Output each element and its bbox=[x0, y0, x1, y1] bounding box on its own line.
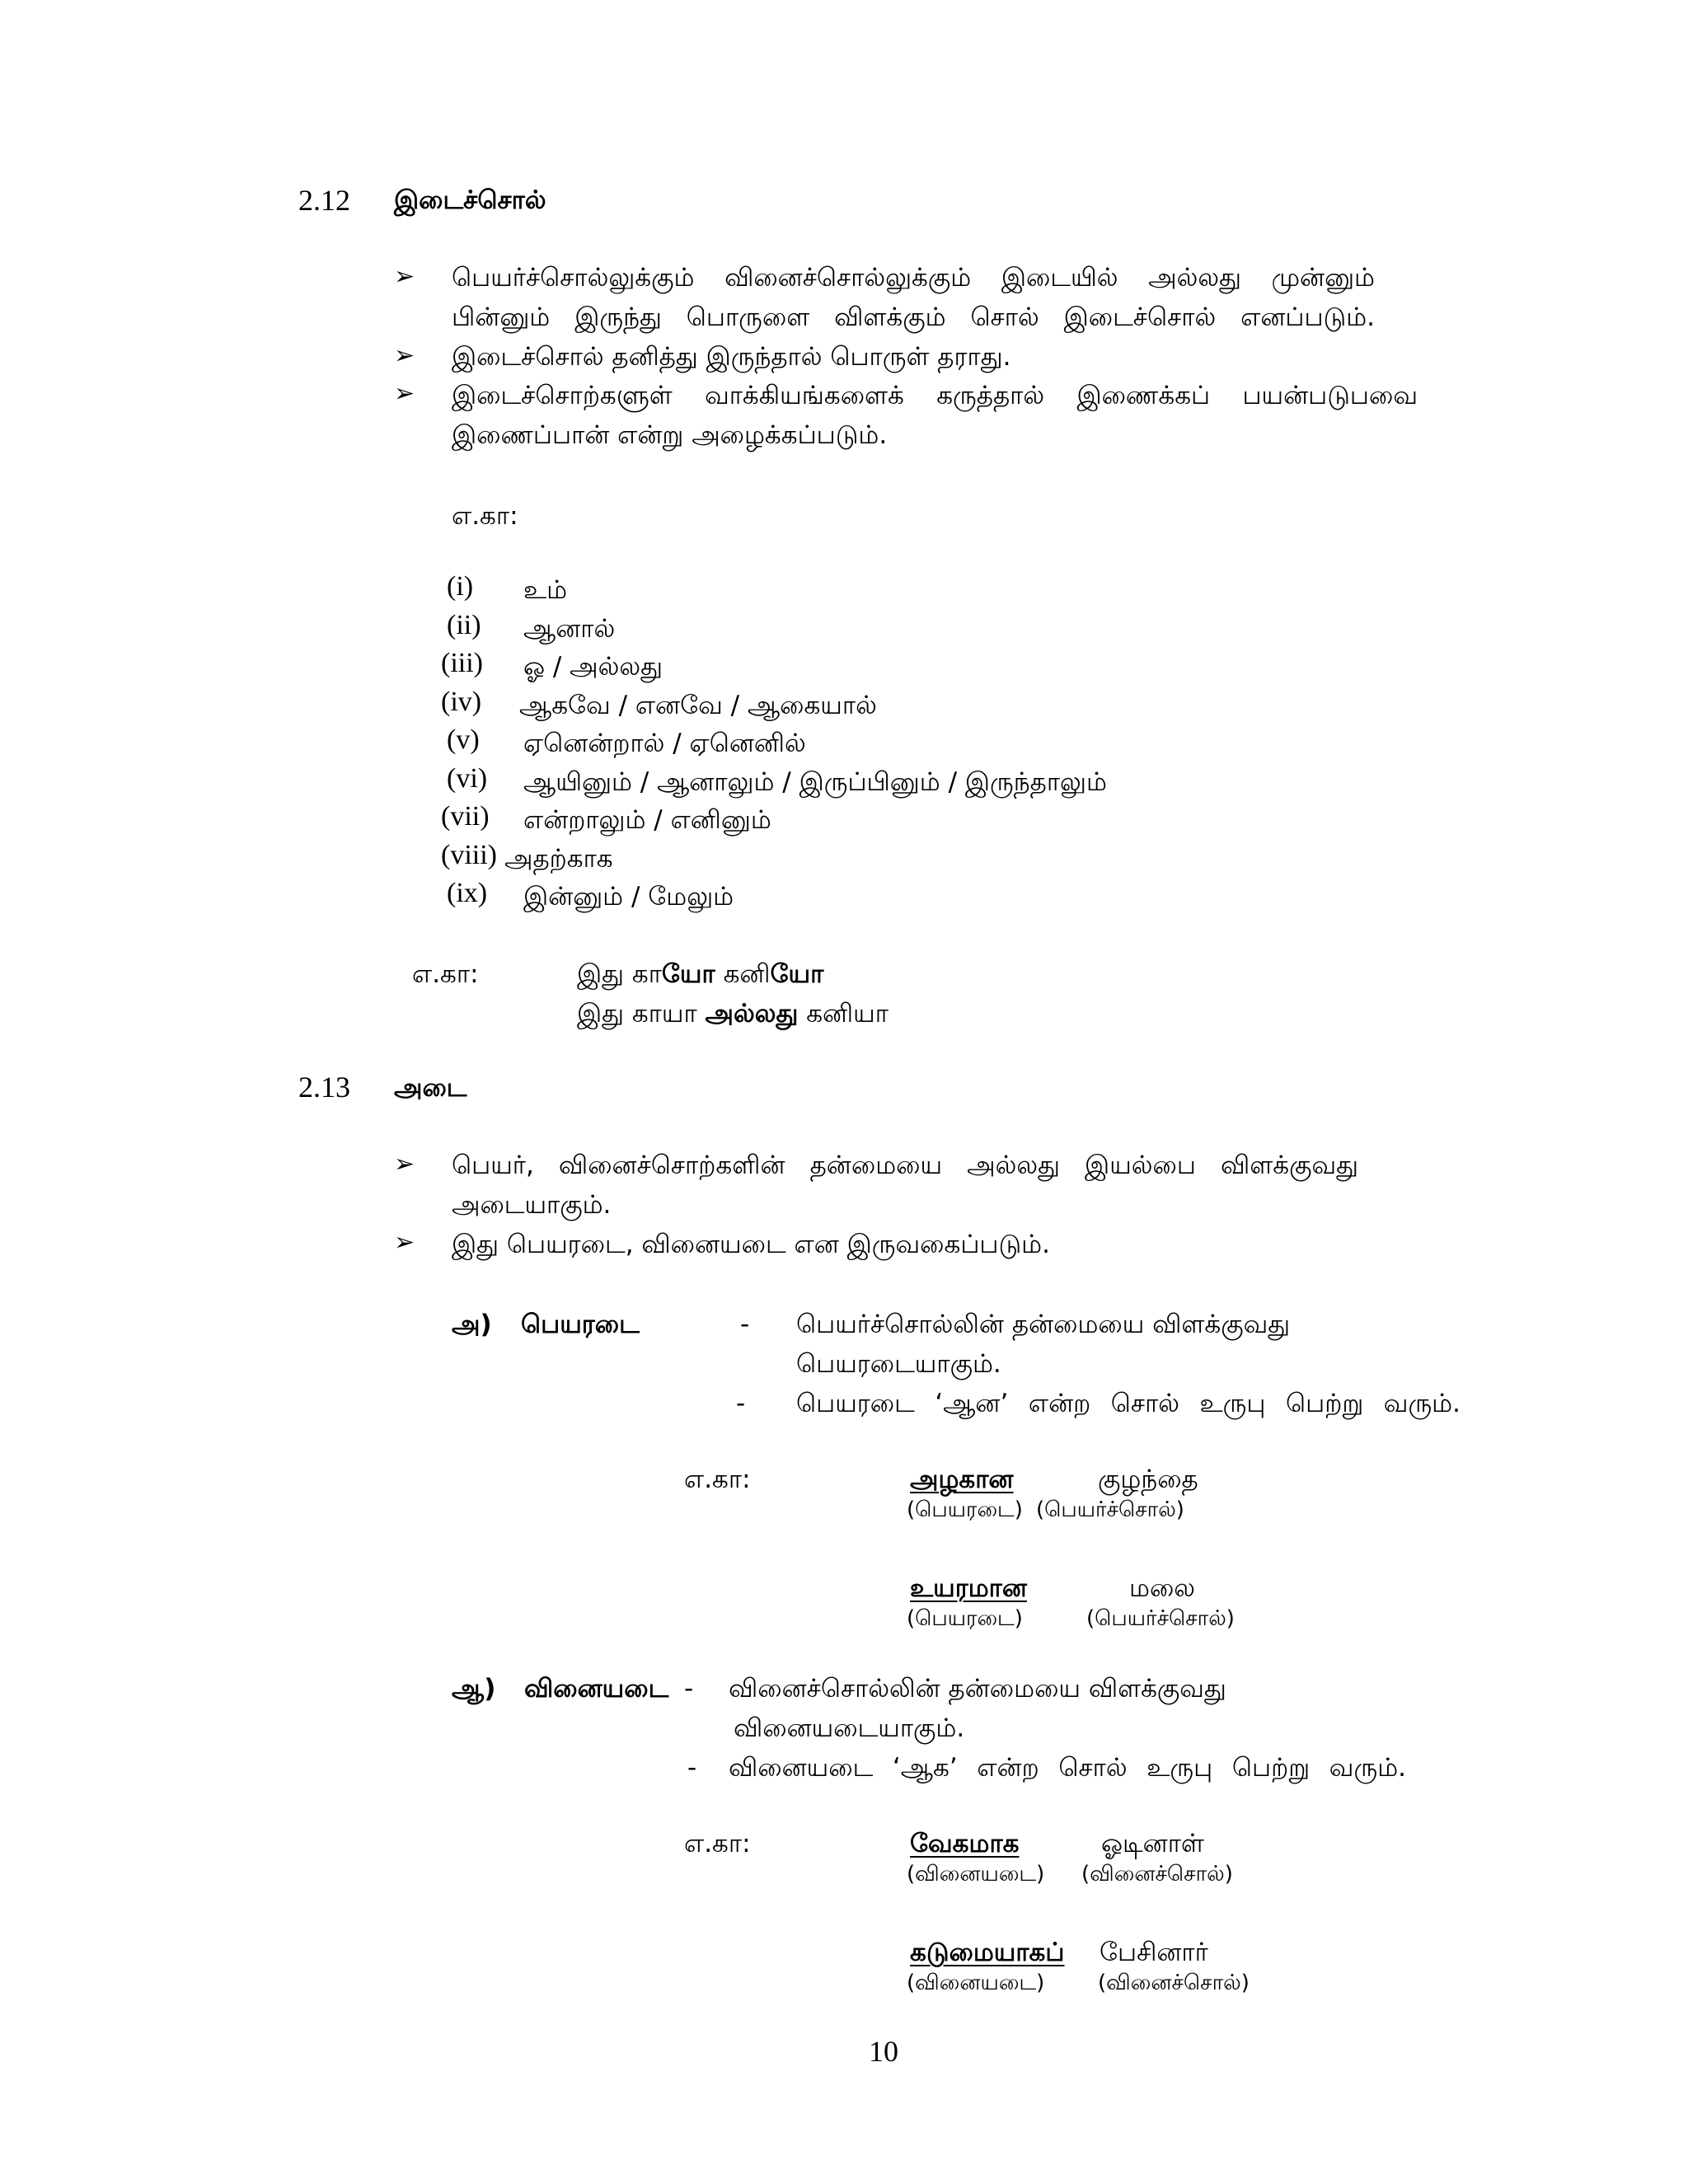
noun-word: குழந்தை bbox=[1098, 1465, 1198, 1494]
word-tag: (வினைச்சொல்) bbox=[1081, 1862, 1233, 1886]
list-item: ஆகவே / எனவே / ஆகையால் bbox=[519, 691, 877, 720]
list-number: (iv) bbox=[441, 687, 482, 717]
list-number: (ix) bbox=[447, 878, 488, 908]
example-label: எ.கா: bbox=[412, 959, 479, 989]
word-tag: (பெயரடை) bbox=[907, 1497, 1023, 1522]
example-sentence: இது காயோ கனியோ bbox=[577, 959, 824, 989]
example-sentence: இது காயா அல்லது கனியா bbox=[577, 999, 889, 1029]
word-tag: (வினையடை) bbox=[907, 1862, 1045, 1886]
verb-word: பேசினார் bbox=[1100, 1938, 1208, 1967]
list-item: அதற்காக bbox=[504, 844, 613, 874]
subsection-term: பெயரடை bbox=[521, 1310, 640, 1339]
list-item: இன்னும் / மேலும் bbox=[523, 882, 734, 912]
example-label: எ.கா: bbox=[684, 1829, 751, 1858]
list-number: (iii) bbox=[441, 648, 483, 678]
list-number: (vii) bbox=[441, 801, 490, 832]
bullet-arrow-icon: ➢ bbox=[394, 379, 415, 408]
bullet-text-line: இணைப்பான் என்று அழைக்கப்படும். bbox=[452, 420, 888, 450]
subsection-marker: ஆ) bbox=[452, 1674, 496, 1704]
verb-word: ஓடினாள் bbox=[1101, 1829, 1204, 1858]
bullet-text-line: பெயர், வினைச்சொற்களின் தன்மையை அல்லது இயல்பை விளக்குவது bbox=[452, 1151, 1358, 1180]
definition-line: வினையடை ‘ஆக’ என்ற சொல் உருபு பெற்று வரும். bbox=[729, 1753, 1406, 1783]
list-number: (vi) bbox=[447, 763, 488, 794]
list-item: ஆயினும் / ஆனாலும் / இருப்பினும் / இருந்தாலும் bbox=[523, 767, 1107, 797]
bullet-text-line: இடைச்சொற்களுள் வாக்கியங்களைக் கருத்தால் இணைக்கப் பயன்படுபவை bbox=[452, 381, 1418, 410]
word-tag: (வினைச்சொல்) bbox=[1098, 1971, 1250, 1995]
adverb-word: கடுமையாகப் bbox=[910, 1938, 1065, 1967]
example-label: எ.கா: bbox=[452, 501, 518, 531]
list-number: (viii) bbox=[441, 840, 497, 870]
dash: - bbox=[736, 1389, 746, 1418]
bullet-text-line: இடைச்சொல் தனித்து இருந்தால் பொருள் தராது. bbox=[452, 342, 1011, 372]
list-number: (i) bbox=[447, 571, 474, 602]
bullet-arrow-icon: ➢ bbox=[394, 1228, 415, 1257]
bullet-text-line: அடையாகும். bbox=[452, 1190, 612, 1220]
section-title: அடை bbox=[394, 1073, 467, 1103]
page-number: 10 bbox=[869, 2035, 898, 2068]
definition-line: வினையடையாகும். bbox=[734, 1713, 965, 1743]
definition-line: பெயரடையாகும். bbox=[796, 1349, 1001, 1379]
dash: - bbox=[684, 1674, 694, 1704]
word-tag: (பெயர்ச்சொல்) bbox=[1086, 1606, 1235, 1631]
adjective-word: அழகான bbox=[910, 1465, 1014, 1494]
list-item: உம் bbox=[523, 575, 568, 605]
adjective-word: உயரமான bbox=[910, 1573, 1027, 1603]
word-tag: (வினையடை) bbox=[907, 1971, 1045, 1995]
list-item: ஏனென்றால் / ஏனெனில் bbox=[523, 729, 806, 758]
bullet-arrow-icon: ➢ bbox=[394, 1150, 415, 1179]
definition-line: பெயர்ச்சொல்லின் தன்மையை விளக்குவது bbox=[796, 1310, 1291, 1339]
list-item: ஓ / அல்லது bbox=[523, 652, 663, 682]
bullet-text-line: பின்னும் இருந்து பொருளை விளக்கும் சொல் இடைச்சொல் எனப்படும். bbox=[452, 302, 1375, 332]
section-number: 2.13 bbox=[298, 1071, 350, 1104]
dash: - bbox=[740, 1310, 750, 1339]
list-number: (ii) bbox=[447, 610, 481, 640]
word-tag: (பெயர்ச்சொல்) bbox=[1036, 1497, 1184, 1522]
noun-word: மலை bbox=[1129, 1573, 1196, 1603]
section-number: 2.12 bbox=[298, 184, 350, 217]
word-tag: (பெயரடை) bbox=[907, 1606, 1023, 1631]
definition-line: வினைச்சொல்லின் தன்மையை விளக்குவது bbox=[729, 1674, 1226, 1704]
subsection-term: வினையடை bbox=[524, 1674, 669, 1704]
section-title: இடைச்சொல் bbox=[394, 185, 546, 215]
example-label: எ.கா: bbox=[684, 1465, 751, 1494]
definition-line: பெயரடை ‘ஆன’ என்ற சொல் உருபு பெற்று வரும். bbox=[796, 1389, 1461, 1418]
bullet-text-line: இது பெயரடை, வினையடை என இருவகைப்படும். bbox=[452, 1230, 1050, 1259]
subsection-marker: அ) bbox=[452, 1310, 492, 1339]
list-item: ஆனால் bbox=[523, 614, 616, 644]
adverb-word: வேகமாக bbox=[910, 1829, 1020, 1858]
list-item: என்றாலும் / எனினும் bbox=[523, 805, 771, 835]
bullet-arrow-icon: ➢ bbox=[394, 341, 415, 370]
bullet-arrow-icon: ➢ bbox=[394, 262, 415, 291]
dash: - bbox=[687, 1753, 697, 1783]
list-number: (v) bbox=[447, 724, 480, 755]
bullet-text-line: பெயர்ச்சொல்லுக்கும் வினைச்சொல்லுக்கும் இடையில் அல்லது முன்னும் bbox=[452, 263, 1375, 293]
